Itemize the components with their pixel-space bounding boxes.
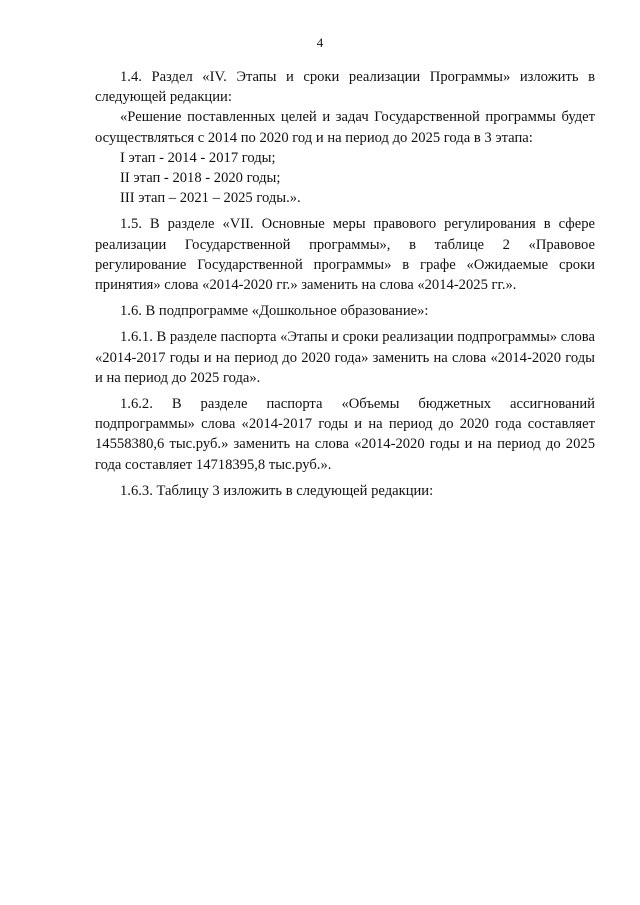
paragraph-1-4: 1.4. Раздел «IV. Этапы и сроки реализации Программы» изложить в следующей редакции: [95,69,595,106]
paragraph-stages-intro: «Решение поставленных целей и задач Государственной программы будет осуществляться с 2014 по 2020 год и на период до 2025 года в 3 этапа: [95,109,595,146]
page-number: 4 [316,35,324,50]
paragraph-1-5: 1.5. В разделе «VII. Основные меры правового регулирования в сфере реализации Государственной программы», в таблице 2 «Правовое регулирование Государственной программы» в графе «Ожидаемые сроки принятия» слова «2014-2020 гг.» заменить на слова «2014-2025 гг.». [95,216,595,294]
paragraph-1-6-1: 1.6.1. В разделе паспорта «Этапы и сроки реализации подпрограммы» слова «2014-2017 годы и на период до 2020 года» заменить на слова «2014-2020 годы и на период до 2025 года». [95,329,595,386]
paragraph-1-6: 1.6. В подпрограмме «Дошкольное образование»: [120,303,429,320]
stage-item-1: I этап - 2014 - 2017 годы; [120,149,276,166]
stage-item-2: II этап - 2018 - 2020 годы; [120,170,281,187]
document-body [95,67,595,501]
paragraph-1-6-3: 1.6.3. Таблицу 3 изложить в следующей редакции: [120,482,434,499]
paragraph-1-6-2: 1.6.2. В разделе паспорта «Объемы бюджетных ассигнований подпрограммы» слова «2014-2017 годы и на период до 2020 года составляет 14558380,6 тыс.руб.» заменить на слова «2014-2020 годы и на период до 2025 года составляет 14718395,8 тыс.руб.». [95,396,595,473]
stage-item-3: III этап – 2021 – 2025 годы.». [120,190,301,207]
